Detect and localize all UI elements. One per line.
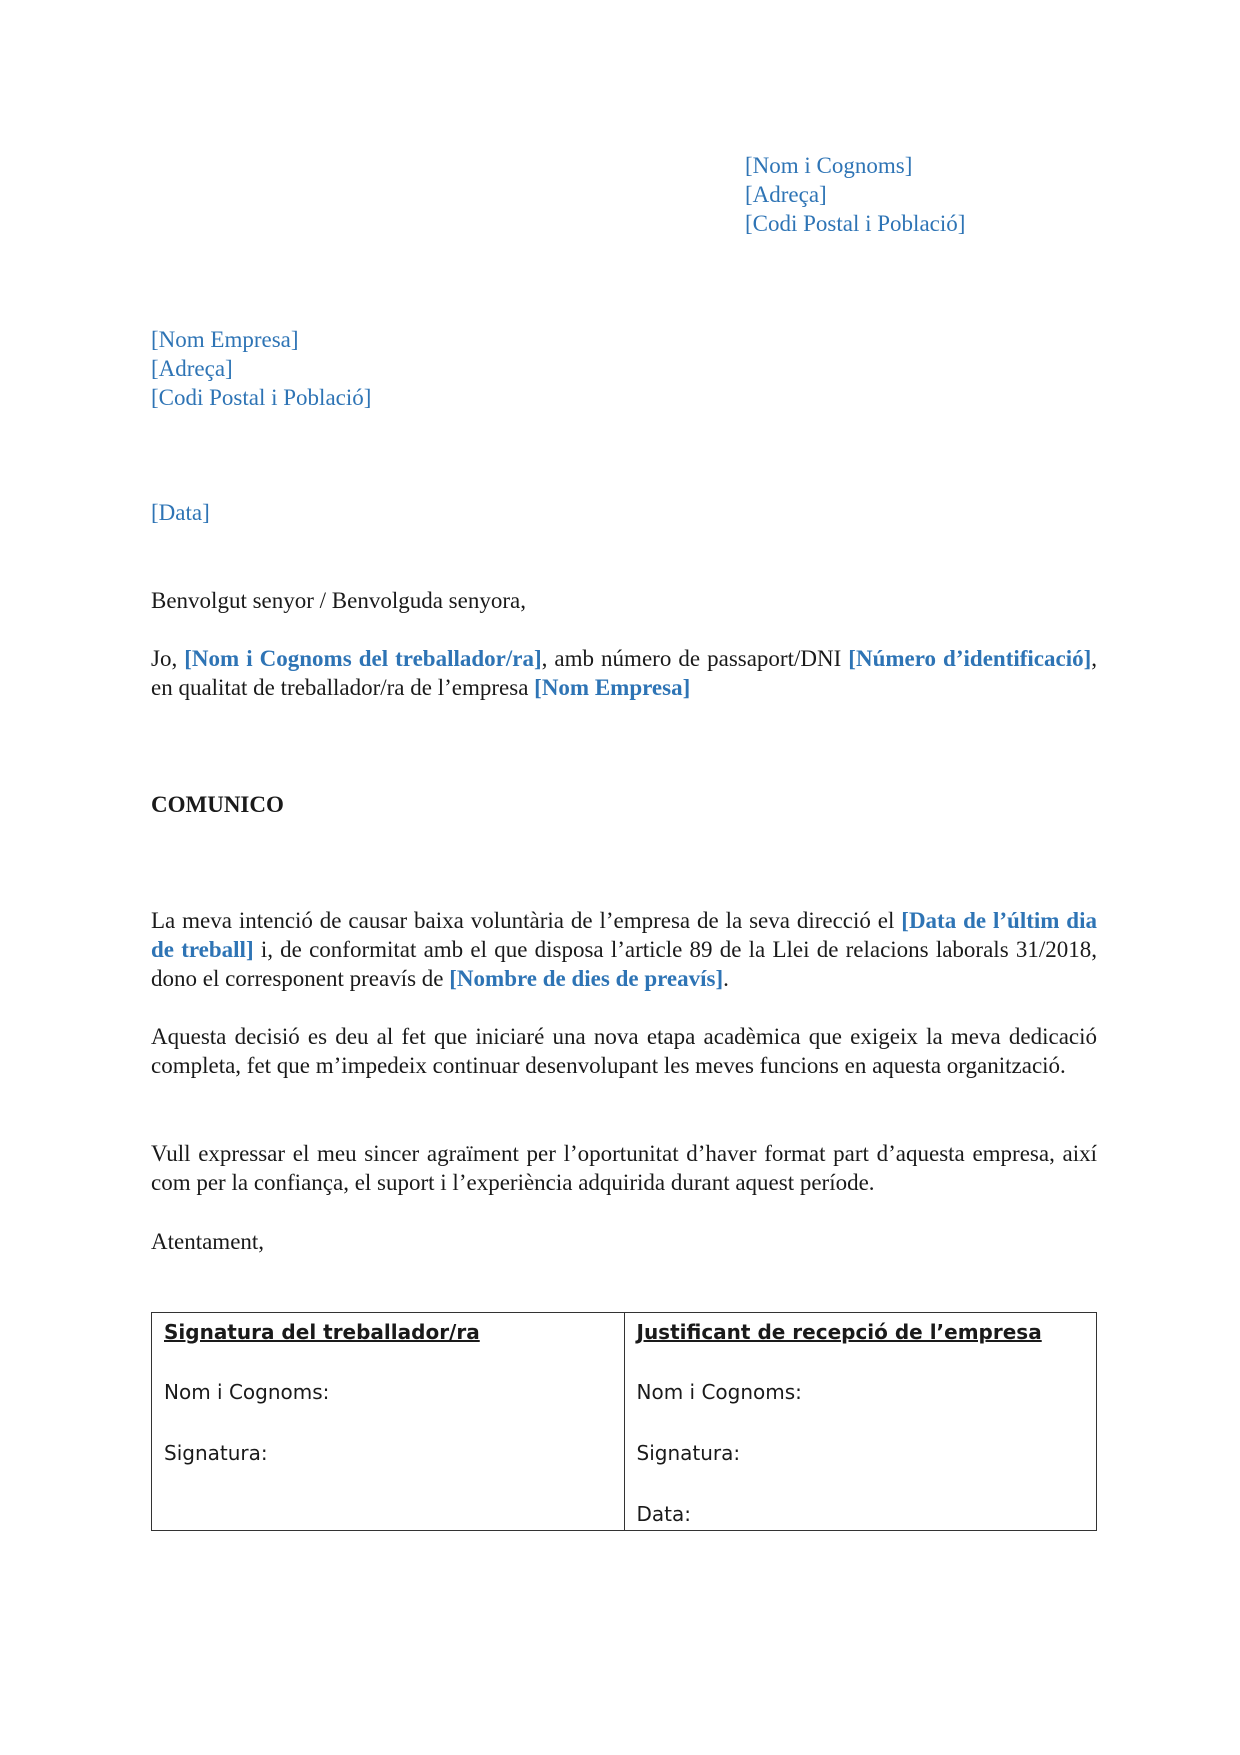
intro-mid1: , amb número de passaport/DNI [541,646,849,671]
sender-block [745,151,965,238]
company-placeholder: [Nom Empresa] [534,675,691,700]
intro-mid2: , en qualitat de treballador/ra de l’empresa [151,646,1098,700]
worker-signature-title: Signatura del treballador/ra [164,1320,480,1344]
closing: Atentament, [151,1229,265,1254]
worker-signature-label: Signatura: [164,1441,268,1465]
notice-suffix: . [723,966,729,991]
worker-name-placeholder: [Nom i Cognoms del treballador/ra] [184,646,542,671]
signature-table [151,1312,1097,1531]
reason-paragraph: Aquesta decisió es deu al fet que iniciaré una nova etapa acadèmica que exigeix la meva dedicació completa, fet que m’impedeix continuar desenvolupant les meves funcions en aquesta organització. [151,1024,1097,1078]
recipient-block [151,325,371,412]
last-day-placeholder: [Data de l’últim dia de treball] [151,908,1097,962]
sender-postal: [Codi Postal i Població] [745,211,966,236]
intro-paragraph [151,644,1097,702]
thanks-paragraph: Vull expressar el meu sincer agraïment per l’oportunitat d’haver format part d’aquesta empresa, així com per la confiança, el suport i l’experiència adquirida durant aquest període. [151,1141,1097,1195]
sender-address: [Adreça] [745,182,827,207]
recipient-address: [Adreça] [151,356,233,381]
notice-paragraph [151,906,1097,993]
company-date-label: Data: [636,1502,691,1526]
recipient-company: [Nom Empresa] [151,327,299,352]
greeting: Benvolgut senyor / Benvolguda senyora, [151,588,526,613]
section-heading: COMUNICO [151,792,284,817]
notice-prefix: La meva intenció de causar baixa voluntària de l’empresa de la seva direcció el [151,908,902,933]
letter-date: [Data] [151,500,210,525]
company-receipt-title: Justificant de recepció de l’empresa [636,1320,1042,1344]
intro-prefix: Jo, [151,646,185,671]
recipient-postal: [Codi Postal i Població] [151,385,372,410]
notice-mid: i, de conformitat amb el que disposa l’article 89 de la Llei de relacions laborals 31/2018, dono el corresponent preavís de [151,937,1097,991]
company-name-label: Nom i Cognoms: [636,1380,802,1404]
company-receipt-cell [624,1313,1097,1531]
notice-days-placeholder: [Nombre de dies de preavís] [449,966,724,991]
sender-name: [Nom i Cognoms] [745,153,913,178]
id-number-placeholder: [Número d’identificació] [848,646,1092,671]
company-signature-label: Signatura: [636,1441,741,1465]
worker-signature-cell [152,1313,625,1531]
worker-name-label: Nom i Cognoms: [164,1380,330,1404]
